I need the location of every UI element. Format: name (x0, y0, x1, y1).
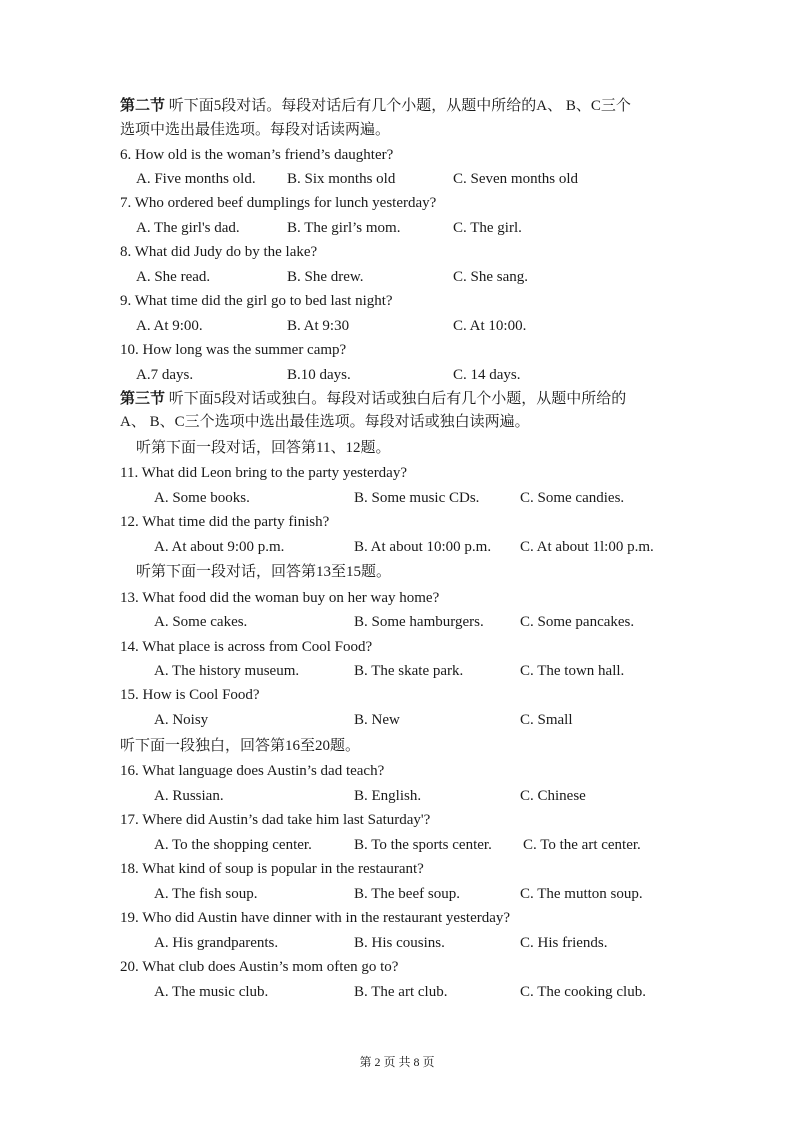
q13-option-a: A. Some cakes. (154, 614, 248, 630)
q17-option-b: B. To the sports center. (354, 837, 492, 853)
section3-instructions-2: A、 B、C三个选项中选出最佳选项。每段对话或独白读两遍。 (120, 414, 530, 430)
q14-option-c: C. The town hall. (520, 663, 625, 679)
q6-option-a: A. Five months old. (136, 171, 256, 187)
question-16: 16. What language does Austin’s dad teach? (120, 763, 385, 779)
q8-option-a: A. She read. (136, 269, 211, 285)
q17-option-c: C. To the art center. (523, 837, 641, 853)
page-footer: 第 2 页 共 8 页 (359, 1055, 435, 1069)
q11-option-b: B. Some music CDs. (354, 490, 480, 506)
q11-option-a: A. Some books. (154, 490, 250, 506)
question-11: 11. What did Leon bring to the party yesterday? (120, 465, 407, 481)
q10-option-b: B.10 days. (287, 367, 351, 383)
q16-option-b: B. English. (354, 788, 422, 804)
q20-option-a: A. The music club. (154, 984, 269, 1000)
q18-option-c: C. The mutton soup. (520, 886, 643, 902)
q12-option-c: C. At about 1l:00 p.m. (520, 539, 654, 555)
section3-heading-line1 (120, 390, 626, 408)
q7-option-c: C. The girl. (453, 220, 522, 236)
question-7: 7. Who ordered beef dumplings for lunch yesterday? (120, 195, 437, 211)
q11-option-c: C. Some candies. (520, 490, 625, 506)
q18-option-a: A. The fish soup. (154, 886, 258, 902)
question-17: 17. Where did Austin’s dad take him last Saturday'? (120, 812, 431, 828)
question-20: 20. What club does Austin’s mom often go to? (120, 959, 399, 975)
q9-option-b: B. At 9:30 (287, 318, 350, 334)
section2-heading-line1 (120, 97, 631, 115)
q14-option-a: A. The history museum. (154, 663, 300, 679)
question-12: 12. What time did the party finish? (120, 514, 330, 530)
question-10: 10. How long was the summer camp? (120, 342, 347, 358)
q10-option-c: C. 14 days. (453, 367, 521, 383)
q8-option-c: C. She sang. (453, 269, 528, 285)
q20-option-b: B. The art club. (354, 984, 448, 1000)
q14-option-b: B. The skate park. (354, 663, 464, 679)
sub-heading-11-12: 听第下面一段对话，回答第11、12题。 (136, 440, 391, 456)
q19-option-b: B. His cousins. (354, 935, 445, 951)
q12-option-b: B. At about 10:00 p.m. (354, 539, 492, 555)
q6-option-b: B. Six months old (287, 171, 396, 187)
q17-option-a: A. To the shopping center. (154, 837, 312, 853)
q16-option-c: C. Chinese (520, 788, 586, 804)
question-14: 14. What place is across from Cool Food? (120, 639, 373, 655)
q13-option-b: B. Some hamburgers. (354, 614, 484, 630)
q8-option-b: B. She drew. (287, 269, 364, 285)
q6-option-c: C. Seven months old (453, 171, 579, 187)
q16-option-a: A. Russian. (154, 788, 224, 804)
section2-title: 第二节 (120, 98, 166, 114)
sub-heading-16-20: 听下面一段独白，回答第16至20题。 (120, 738, 361, 754)
section3-title: 第三节 (120, 391, 166, 407)
question-19: 19. Who did Austin have dinner with in the restaurant yesterday? (120, 910, 511, 926)
q7-option-a: A. The girl's dad. (136, 220, 240, 236)
q9-option-a: A. At 9:00. (136, 318, 203, 334)
q15-option-b: B. New (354, 712, 400, 728)
section3-instructions-1: 听下面5段对话或独白。每段对话或独白后有几个小题，从题中所给的 (168, 391, 627, 407)
question-13: 13. What food did the woman buy on her way home? (120, 590, 440, 606)
q12-option-a: A. At about 9:00 p.m. (154, 539, 285, 555)
question-8: 8. What did Judy do by the lake? (120, 244, 318, 260)
question-18: 18. What kind of soup is popular in the restaurant? (120, 861, 424, 877)
q15-option-c: C. Small (520, 712, 573, 728)
q13-option-c: C. Some pancakes. (520, 614, 635, 630)
q9-option-c: C. At 10:00. (453, 318, 527, 334)
q19-option-a: A. His grandparents. (154, 935, 279, 951)
question-6: 6. How old is the woman’s friend’s daughter? (120, 147, 394, 163)
question-15: 15. How is Cool Food? (120, 687, 260, 703)
sub-heading-13-15: 听第下面一段对话，回答第13至15题。 (136, 564, 392, 580)
q15-option-a: A. Noisy (154, 712, 209, 728)
q20-option-c: C. The cooking club. (520, 984, 646, 1000)
q19-option-c: C. His friends. (520, 935, 608, 951)
q10-option-a: A.7 days. (136, 367, 194, 383)
question-9: 9. What time did the girl go to bed last night? (120, 293, 393, 309)
q7-option-b: B. The girl’s mom. (287, 220, 401, 236)
q18-option-b: B. The beef soup. (354, 886, 460, 902)
section2-instructions-2: 选项中选出最佳选项。每段对话读两遍。 (120, 122, 391, 138)
section2-instructions-1: 听下面5段对话。每段对话后有几个小题，从题中所给的A、 B、C三个 (168, 98, 631, 114)
